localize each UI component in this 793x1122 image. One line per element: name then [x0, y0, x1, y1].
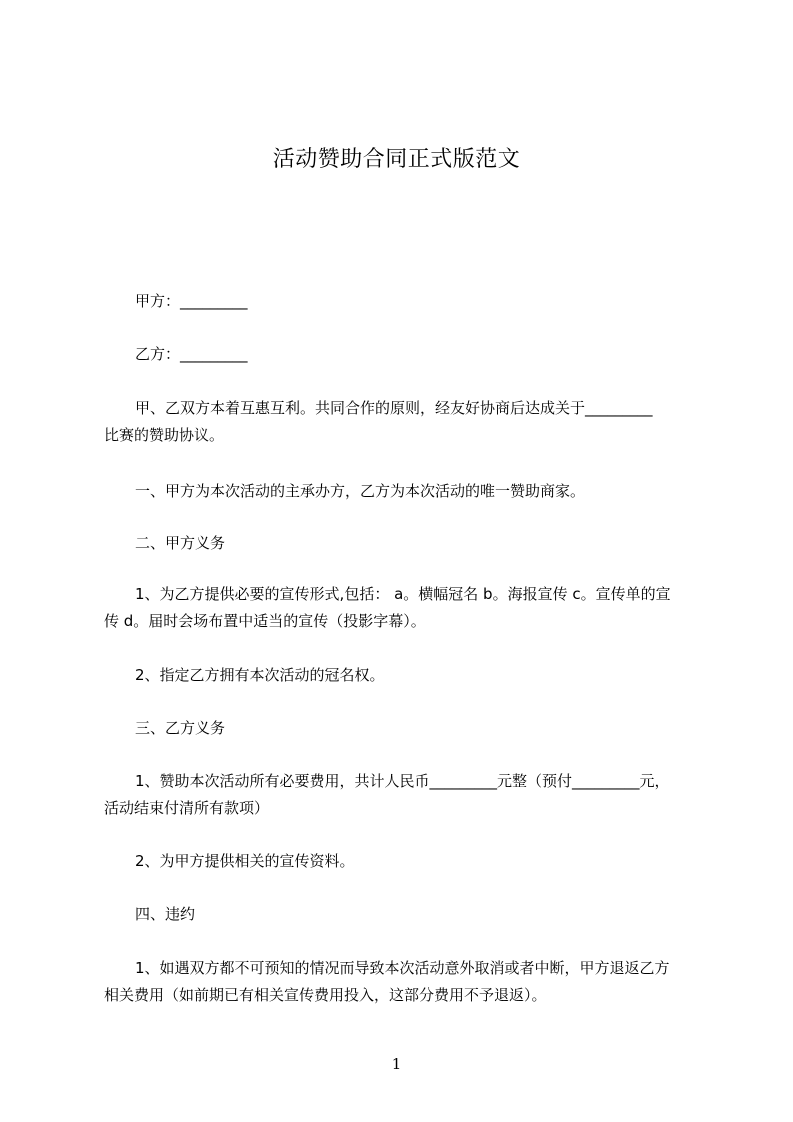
party-b-obligation-2: 2、为甲方提供相关的宣传资料。 — [135, 852, 355, 870]
section-party-a-obligations-heading: 二、甲方义务 — [135, 534, 226, 552]
page-number: 1 — [391, 1055, 402, 1073]
preamble-line-2: 比赛的赞助协议。 — [104, 426, 225, 444]
party-b-obligation-1-line-2: 活动结束付清所有款项） — [104, 799, 270, 817]
breach-item-1-line-1: 1、如遇双方都不可预知的情况而导致本次活动意外取消或者中断，甲方退返乙方 — [135, 959, 670, 977]
document-title: 活动赞助合同正式版范文 — [272, 147, 521, 172]
party-b-line: 乙方：_________ — [135, 345, 248, 363]
party-a-line: 甲方：_________ — [135, 292, 248, 310]
section-party-b-obligations-heading: 三、乙方义务 — [135, 719, 226, 737]
party-a-obligation-1-line-1: 1、为乙方提供必要的宣传形式,包括： a。横幅冠名 b。海报宣传 c。宣传单的宣 — [135, 585, 671, 603]
clause-1: 一、甲方为本次活动的主承办方，乙方为本次活动的唯一赞助商家。 — [135, 482, 586, 500]
breach-item-1-line-2: 相关费用（如前期已有相关宣传费用投入，这部分费用不予退返）。 — [104, 986, 547, 1004]
party-a-obligation-1-line-2: 传 d。届时会场布置中适当的宣传（投影字幕）。 — [104, 612, 426, 630]
party-a-obligation-2: 2、指定乙方拥有本次活动的冠名权。 — [135, 666, 385, 684]
preamble-line-1: 甲、乙双方本着互惠互利。共同合作的原则，经友好协商后达成关于_________ — [135, 399, 653, 417]
section-breach-heading: 四、违约 — [135, 905, 196, 923]
party-b-obligation-1-line-1: 1、赞助本次活动所有必要费用，共计人民币_________元整（预付_________元， — [135, 772, 670, 790]
